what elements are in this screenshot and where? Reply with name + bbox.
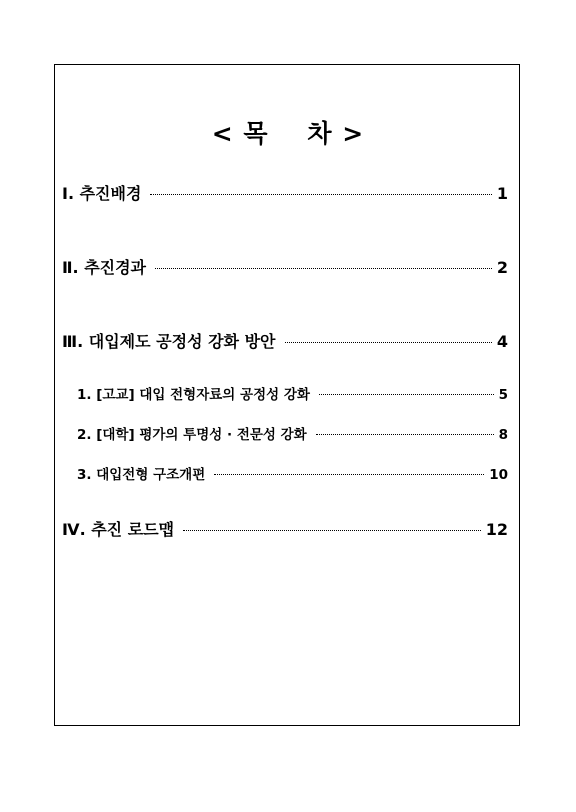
dot-leader [285,342,492,343]
toc-entry-1[interactable] [62,181,508,204]
toc-entry-2[interactable] [62,255,508,278]
dot-leader [155,268,492,269]
toc-entry-page: 2 [496,258,508,277]
dot-leader [183,530,481,531]
toc-entry-page: 4 [496,332,508,351]
toc-entry-label: Ⅱ. 추진경과 [62,258,147,277]
dot-leader [150,194,491,195]
toc-entry-label: 1. [고교] 대입 전형자료의 공정성 강화 [77,387,310,403]
toc-entry-label: Ⅳ. 추진 로드맵 [62,520,175,539]
toc-entry-4[interactable] [62,517,508,540]
dot-leader [316,434,494,435]
toc-entry-page: 10 [489,467,508,483]
toc-entry-label: 3. 대입전형 구조개편 [77,467,206,483]
toc-entry-page: 12 [485,520,508,539]
toc-entry-page: 1 [496,184,508,203]
toc-entry-3[interactable] [62,329,508,352]
toc-subentry-1[interactable] [77,383,508,403]
toc-title: < 목 차 > [211,119,365,148]
toc-entry-page: 5 [498,387,508,403]
toc-entry-label: Ⅲ. 대입제도 공정성 강화 방안 [62,332,276,351]
dot-leader [214,474,484,475]
toc-entry-label: Ⅰ. 추진배경 [62,184,142,203]
toc-entry-label: 2. [대학] 평가의 투명성 · 전문성 강화 [77,427,307,443]
toc-entry-page: 8 [498,427,508,443]
toc-subentry-3[interactable] [77,463,508,483]
dot-leader [319,394,494,395]
toc-subentry-2[interactable] [77,423,508,443]
